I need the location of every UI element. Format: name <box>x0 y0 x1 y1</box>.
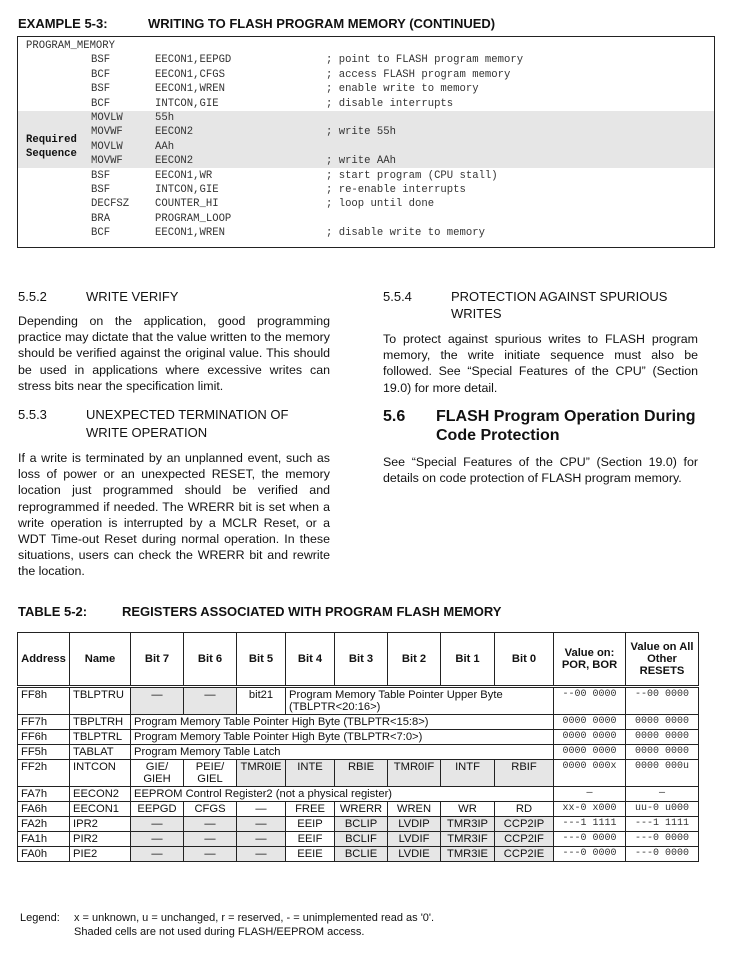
code-comment: ; start program (CPU stall) <box>326 169 498 182</box>
other-reset-value-cell: 0000 000u <box>626 760 699 787</box>
section-5-5-4-number: 5.5.4 <box>383 289 412 304</box>
code-opcode: BSF <box>91 54 111 67</box>
column-header: Bit 0 <box>495 633 554 687</box>
code-operand: EECON2 <box>155 126 194 139</box>
bit-cell: EEIP <box>286 817 335 832</box>
bit-cell: TMR3IE <box>441 847 495 862</box>
address-cell: FF2h <box>18 760 70 787</box>
code-operand: COUNTER_HI <box>155 198 219 211</box>
bit-cell: INTF <box>441 760 495 787</box>
example-caption-number: EXAMPLE 5-3: <box>18 16 108 31</box>
other-reset-value-cell: ---0 0000 <box>626 847 699 862</box>
por-value-cell: 0000 0000 <box>554 715 626 730</box>
section-5-5-4-title-line2: WRITES <box>451 306 502 321</box>
bit-cell: LVDIP <box>388 817 441 832</box>
bit-cell: FREE <box>286 802 335 817</box>
bit-cell: EEIE <box>286 847 335 862</box>
bit-cell: CFGS <box>184 802 237 817</box>
bit-cell: Program Memory Table Pointer High Byte (TBLPTR<15:8>) <box>131 715 554 730</box>
table-row <box>18 760 699 787</box>
bit-cell: RBIF <box>495 760 554 787</box>
code-comment: ; disable interrupts <box>326 97 454 110</box>
bit-cell: RD <box>495 802 554 817</box>
table-row <box>18 847 699 862</box>
code-opcode: MOVWF <box>91 126 123 139</box>
bit-cell: LVDIF <box>388 832 441 847</box>
por-value-cell: 0000 0000 <box>554 730 626 745</box>
registers-table <box>17 632 699 862</box>
section-5-5-3-title-line1: UNEXPECTED TERMINATION OF <box>86 407 289 422</box>
table-caption-title: REGISTERS ASSOCIATED WITH PROGRAM FLASH MEMORY <box>122 604 502 619</box>
bit-cell: — <box>237 817 286 832</box>
bit-cell: — <box>131 817 184 832</box>
column-header: Bit 7 <box>131 633 184 687</box>
bit-cell: EEPROM Control Register2 (not a physical register) <box>131 787 554 802</box>
code-comment: ; point to FLASH program memory <box>326 54 524 67</box>
code-opcode: BCF <box>91 97 111 110</box>
bit-cell: BCLIF <box>335 832 388 847</box>
bit-cell: Program Memory Table Pointer High Byte (TBLPTR<7:0>) <box>131 730 554 745</box>
bit-cell: — <box>131 832 184 847</box>
bit-cell: — <box>237 802 286 817</box>
address-cell: FF5h <box>18 745 70 760</box>
column-header: Bit 4 <box>286 633 335 687</box>
code-listing <box>17 36 715 248</box>
required-label: Required <box>26 134 77 146</box>
address-cell: FA0h <box>18 847 70 862</box>
code-operand: EECON1,EEPGD <box>155 54 232 67</box>
code-operand: 55h <box>155 112 175 124</box>
code-opcode: MOVLW <box>91 140 123 153</box>
legend-text: x = unknown, u = unchanged, r = reserved, - = unimplemented read as '0'. <box>74 912 435 924</box>
table-row <box>18 687 699 715</box>
section-5-6-body: See “Special Features of the CPU” (Section 19.0) for details on code protection of FLASH program memory. <box>383 455 698 486</box>
bit-cell: Program Memory Table Latch <box>131 745 554 760</box>
bit-cell: RBIE <box>335 760 388 787</box>
table-row <box>18 730 699 745</box>
address-cell: FA7h <box>18 787 70 802</box>
por-value-cell: ---0 0000 <box>554 832 626 847</box>
code-label: PROGRAM_MEMORY <box>26 40 116 52</box>
section-5-6-title-line1: FLASH Program Operation During <box>436 408 696 425</box>
register-name-cell: TBPLTRH <box>70 715 131 730</box>
bit-cell: — <box>237 832 286 847</box>
code-comment: ; write AAh <box>326 155 396 168</box>
por-value-cell: xx-0 x000 <box>554 802 626 817</box>
bit-cell: — <box>184 687 237 715</box>
bit-cell: BCLIE <box>335 847 388 862</box>
code-operand: EECON1,WR <box>155 169 213 182</box>
table-row <box>18 817 699 832</box>
column-header: Bit 2 <box>388 633 441 687</box>
column-header: Bit 3 <box>335 633 388 687</box>
bit-cell: Program Memory Table Pointer Upper Byte (TBLPTR<20:16>) <box>286 687 554 715</box>
code-opcode: BRA <box>91 212 111 225</box>
section-5-5-3-number: 5.5.3 <box>18 407 47 422</box>
bit-cell: INTE <box>286 760 335 787</box>
por-value-cell: 0000 000x <box>554 760 626 787</box>
code-operand: EECON1,WREN <box>155 83 225 96</box>
bit-cell: CCP2IP <box>495 817 554 832</box>
code-opcode: BCF <box>91 227 111 240</box>
column-header: Bit 6 <box>184 633 237 687</box>
other-reset-value-cell: 0000 0000 <box>626 730 699 745</box>
bit-cell: — <box>184 847 237 862</box>
code-operand: PROGRAM_LOOP <box>155 212 232 225</box>
register-name-cell: PIE2 <box>70 847 131 862</box>
table-row <box>18 715 699 730</box>
register-name-cell: TBLPTRL <box>70 730 131 745</box>
code-opcode: BCF <box>91 68 111 81</box>
bit-cell: — <box>184 832 237 847</box>
bit-cell: TMR0IF <box>388 760 441 787</box>
sequence-label: Sequence <box>26 148 77 160</box>
code-operand: EECON1,WREN <box>155 227 225 240</box>
bit-cell: — <box>131 687 184 715</box>
code-operand: EECON1,CFGS <box>155 68 225 81</box>
por-value-cell: — <box>554 787 626 802</box>
address-cell: FA1h <box>18 832 70 847</box>
por-value-cell: ---1 1111 <box>554 817 626 832</box>
section-5-5-3-title-line2: WRITE OPERATION <box>86 425 208 440</box>
other-reset-value-cell: uu-0 u000 <box>626 802 699 817</box>
table-row <box>18 745 699 760</box>
bit-cell: WREN <box>388 802 441 817</box>
address-cell: FF8h <box>18 687 70 715</box>
table-caption-number: TABLE 5-2: <box>18 604 88 619</box>
bit-cell: EEPGD <box>131 802 184 817</box>
por-value-cell: --00 0000 <box>554 687 626 715</box>
register-name-cell: IPR2 <box>70 817 131 832</box>
bit-cell: — <box>131 847 184 862</box>
other-reset-value-cell: 0000 0000 <box>626 715 699 730</box>
register-name-cell: TBLPTRU <box>70 687 131 715</box>
column-header: Address <box>18 633 70 687</box>
table-row <box>18 802 699 817</box>
bit-cell: CCP2IF <box>495 832 554 847</box>
section-5-6-title-line2: Code Protection <box>436 427 560 444</box>
bit-cell: PEIE/ GIEL <box>184 760 237 787</box>
bit-cell: — <box>237 847 286 862</box>
bit-cell: TMR0IE <box>237 760 286 787</box>
column-header: Bit 5 <box>237 633 286 687</box>
register-name-cell: EECON2 <box>70 787 131 802</box>
code-comment: ; re-enable interrupts <box>326 184 466 196</box>
section-5-5-2-body: Depending on the application, good programming practice may dictate that the value written to the memory should be verified against the original value. This should be used in applications where excessive writes can stress bits near the specification limit. <box>18 314 330 393</box>
bit-cell: bit21 <box>237 687 286 715</box>
example-caption-title: WRITING TO FLASH PROGRAM MEMORY (CONTINUED) <box>148 16 496 31</box>
column-header: Name <box>70 633 131 687</box>
column-header: Bit 1 <box>441 633 495 687</box>
address-cell: FF6h <box>18 730 70 745</box>
bit-cell: WRERR <box>335 802 388 817</box>
bit-cell: TMR3IP <box>441 817 495 832</box>
legend-shading-note: Shaded cells are not used during FLASH/EEPROM access. <box>74 926 365 938</box>
section-5-5-4-title-line1: PROTECTION AGAINST SPURIOUS <box>451 289 668 304</box>
code-opcode: MOVLW <box>91 112 123 124</box>
bit-cell: EEIF <box>286 832 335 847</box>
code-opcode: BSF <box>91 169 111 182</box>
register-name-cell: INTCON <box>70 760 131 787</box>
por-value-cell: ---0 0000 <box>554 847 626 862</box>
bit-cell: LVDIE <box>388 847 441 862</box>
section-5-6-number: 5.6 <box>383 408 406 425</box>
other-reset-value-cell: — <box>626 787 699 802</box>
bit-cell: TMR3IF <box>441 832 495 847</box>
code-opcode: DECFSZ <box>91 198 130 211</box>
legend-label: Legend: <box>20 912 60 924</box>
column-header: Value on: POR, BOR <box>554 633 626 687</box>
por-value-cell: 0000 0000 <box>554 745 626 760</box>
code-operand: INTCON,GIE <box>155 184 219 196</box>
code-comment: ; disable write to memory <box>326 227 485 240</box>
table-row <box>18 832 699 847</box>
bit-cell: BCLIP <box>335 817 388 832</box>
code-opcode: BSF <box>91 83 111 96</box>
other-reset-value-cell: ---0 0000 <box>626 832 699 847</box>
address-cell: FF7h <box>18 715 70 730</box>
register-name-cell: EECON1 <box>70 802 131 817</box>
address-cell: FA6h <box>18 802 70 817</box>
code-opcode: BSF <box>91 184 111 196</box>
code-opcode: MOVWF <box>91 155 123 168</box>
bit-cell: — <box>184 817 237 832</box>
section-5-5-4-body: To protect against spurious writes to FLASH program memory, the write initiate sequence must also be followed. See “Special Features of the CPU” (Section 19.0) for more detail. <box>383 332 698 395</box>
register-name-cell: TABLAT <box>70 745 131 760</box>
table-row <box>18 787 699 802</box>
bit-cell: WR <box>441 802 495 817</box>
code-operand: INTCON,GIE <box>155 97 219 110</box>
code-operand: AAh <box>155 140 175 153</box>
column-header: Value on All Other RESETS <box>626 633 699 687</box>
register-name-cell: PIR2 <box>70 832 131 847</box>
other-reset-value-cell: 0000 0000 <box>626 745 699 760</box>
code-comment: ; enable write to memory <box>326 83 479 96</box>
code-operand: EECON2 <box>155 155 194 168</box>
section-5-5-2-title: WRITE VERIFY <box>86 289 179 304</box>
other-reset-value-cell: --00 0000 <box>626 687 699 715</box>
bit-cell: GIE/ GIEH <box>131 760 184 787</box>
code-comment: ; loop until done <box>326 198 435 211</box>
code-comment: ; access FLASH program memory <box>326 68 511 81</box>
other-reset-value-cell: ---1 1111 <box>626 817 699 832</box>
section-5-5-2-number: 5.5.2 <box>18 289 47 304</box>
section-5-5-3-body: If a write is terminated by an unplanned event, such as loss of power or an unexpected RESET, the memory location just programmed should be verified and reprogrammed if needed. The WRERR bit is set when a write operation is interrupted by a MCLR Reset, or a WDT Time-out Reset during normal operation. In these situations, users can check the WRERR bit and rewrite the location. <box>18 451 330 579</box>
code-comment: ; write 55h <box>326 126 396 139</box>
bit-cell: CCP2IE <box>495 847 554 862</box>
address-cell: FA2h <box>18 817 70 832</box>
